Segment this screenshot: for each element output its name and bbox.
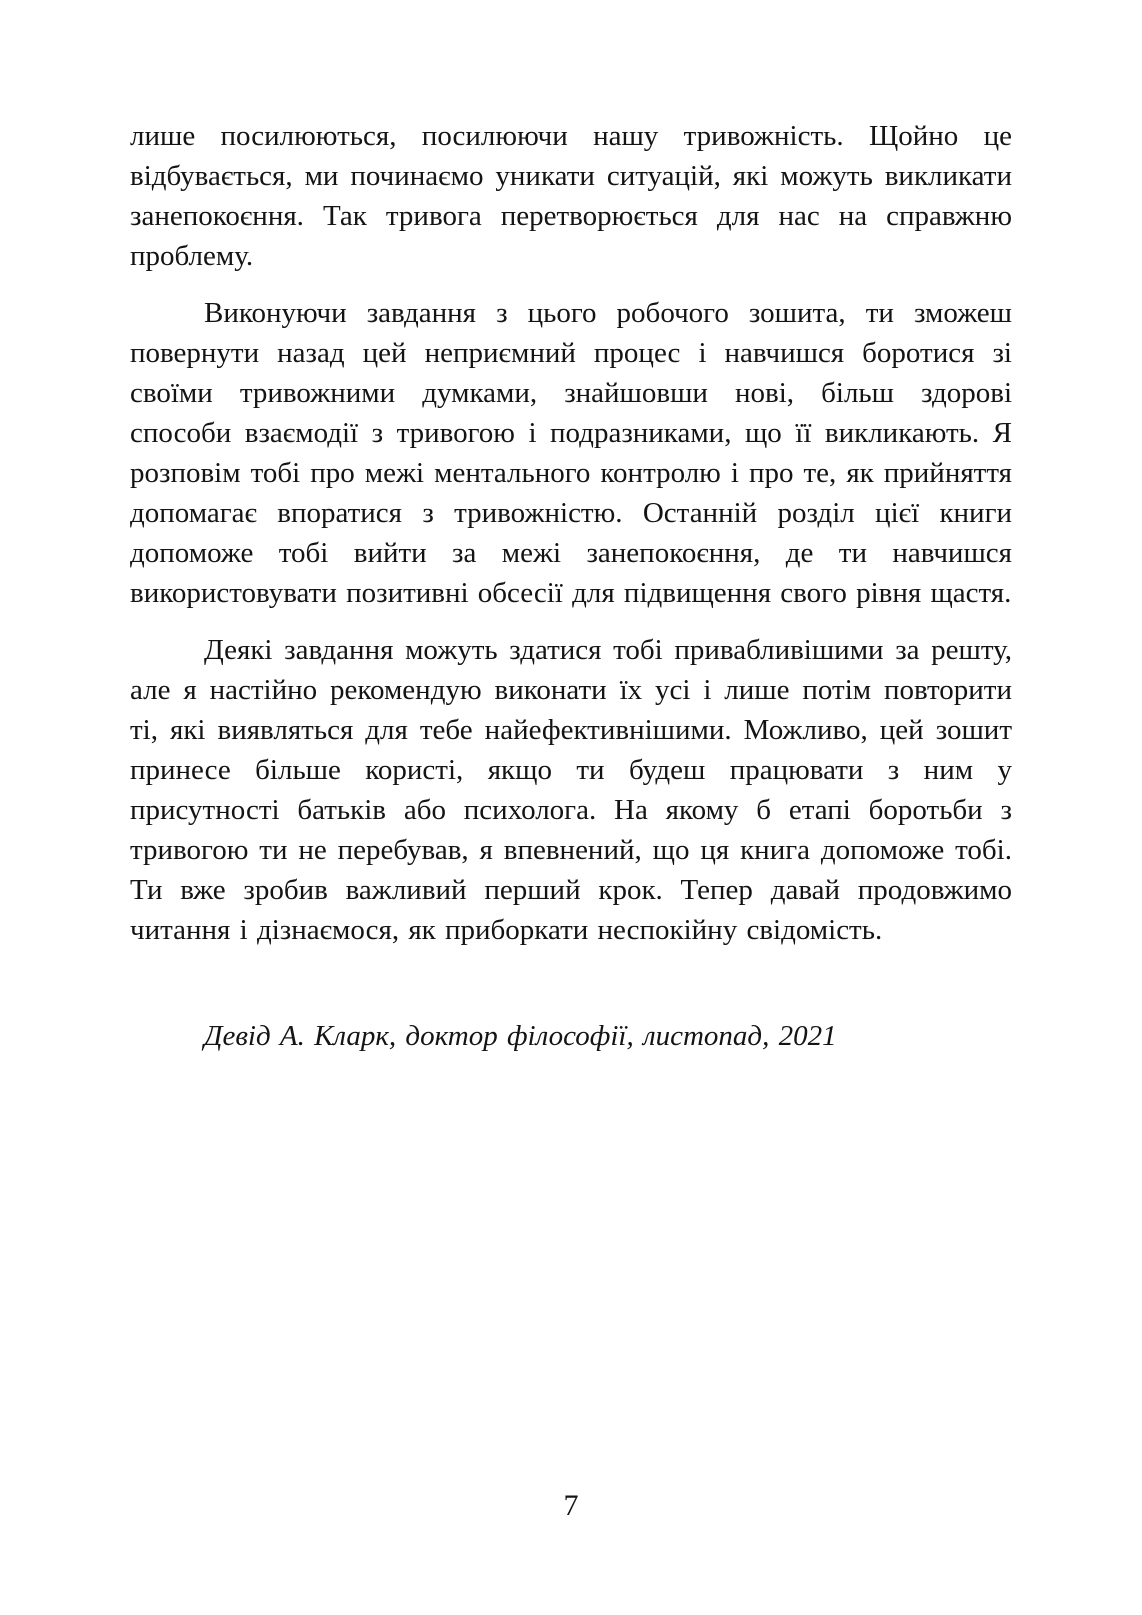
paragraph: Виконуючи завдання з цього робочого зошита, ти зможеш повернути назад цей неприємний процес і навчишся боротися зі своїми тривожними думками, знайшовши нові, більш здорові способи взаємодії з тривогою і подразниками, що її викликають. Я розповім тобі про межі ментального контролю і про те, як прийняття допомагає впоратися з тривожністю. Останній розділ цієї книги допоможе тобі вийти за межі занепокоєння, де ти навчишся використовувати позитивні обсесії для підвищення свого рівня щастя. — [130, 297, 1012, 609]
author-signature: Девід А. Кларк, доктор філософії, листопад, 2021 — [204, 1020, 837, 1052]
page-content — [130, 116, 1012, 1056]
paragraph: Деякі завдання можуть здатися тобі привабливішими за решту, але я настійно рекомендую виконати їх усі і лише потім повторити ті, які виявляться для тебе найефективнішими. Можливо, цей зошит принесе більше користі, якщо ти будеш працювати з ним у присутності батьків або психолога. На якому б етапі боротьби з тривогою ти не перебував, я впевнений, що ця книга допоможе тобі. Ти вже зробив важливий перший крок. Тепер давай продовжимо читання і дізнаємося, як приборкати неспокійну свідомість. — [130, 634, 1012, 946]
paragraph: лише посилюються, посилюючи нашу тривожність. Щойно це відбувається, ми починаємо уникати ситуацій, які можуть викликати занепокоєння. Так тривога перетворюється для нас на справжню проблему. — [130, 120, 1012, 272]
page-number: 7 — [563, 1489, 579, 1522]
